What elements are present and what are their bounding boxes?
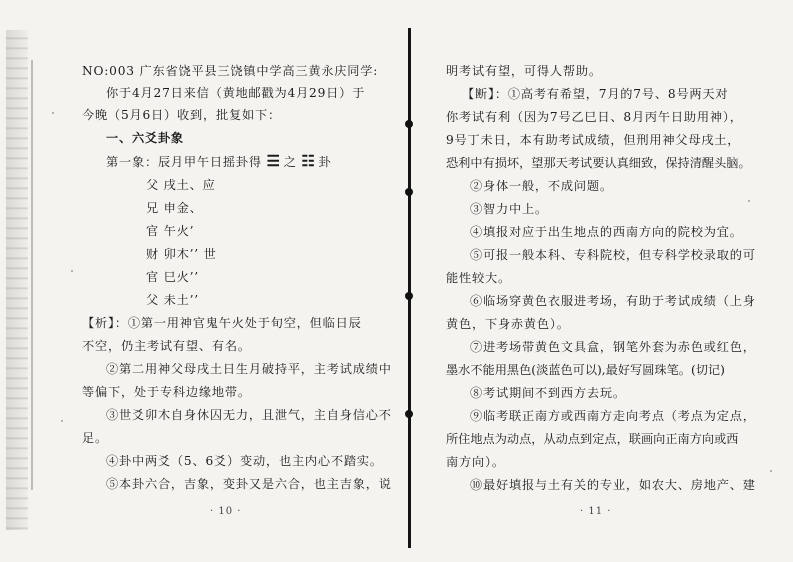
text-line: 9号丁未日，本有助考试成绩，但刑用神父母戌土， xyxy=(446,133,741,147)
text-line: ③世爻卯木自身休囚无力，且泄气，主自身信心不 xyxy=(106,408,392,422)
text-line: 能性较大。 xyxy=(446,271,511,285)
text-line: ②第二用神父母戌土日生月破持平，主考试成绩中 xyxy=(106,362,392,376)
text-line: 【断】：①高考有希望，7月的7号、8号两天对 xyxy=(462,87,729,101)
text-line: ⑥临场穿黄色衣服进考场，有助于考试成绩（上身 xyxy=(470,294,756,308)
text-line: ⑤可报一般本科、专科院校，但专科学校录取的可 xyxy=(470,248,756,262)
page-number: · 10 · xyxy=(210,506,242,517)
hexagram-suffix: 卦 xyxy=(318,155,332,169)
hexagram-trigram-icon: ☰ xyxy=(266,152,279,170)
text-line: 今晚（5月6日）收到，批复如下： xyxy=(82,108,281,122)
text-line: 墨水不能用黑色(淡蓝色可以),最好写圆珠笔。(切记) xyxy=(446,363,725,377)
scan-speck xyxy=(61,420,63,422)
text-line: 黄色，下身赤黄色）。 xyxy=(446,317,570,331)
yao-line: 兄 申金、 xyxy=(146,201,203,215)
text-line: 【析】：①第一用神官鬼午火处于旬空，但临日辰 xyxy=(82,316,362,330)
text-line: 明考试有望，可得人帮助。 xyxy=(446,64,602,78)
text-line: 南方向）。 xyxy=(446,455,505,469)
text-line: 恐利中有损坏，望那天考试要认真细致，保持清醒头脑。 xyxy=(446,156,751,170)
text-line: 你于4月27日来信（黄地邮戳为4月29日）于 xyxy=(106,86,366,100)
section-heading: 一、六爻卦象 xyxy=(106,131,184,145)
text-line: ③智力中上。 xyxy=(470,202,548,216)
text-line: 足。 xyxy=(82,431,108,445)
text-line: ④填报对应于出生地点的西南方向的院校为宜。 xyxy=(470,225,743,239)
text-line: ②身体一般，不成问题。 xyxy=(470,179,613,193)
yao-line: 父 未土’’ xyxy=(146,293,199,307)
yao-line: 官 午火’ xyxy=(146,224,195,238)
text-line: ⑤本卦六合，吉象，变卦又是六合，也主吉象，说 xyxy=(106,477,392,491)
text-line: ④卦中两爻（5、6爻）变动，也主内心不踏实。 xyxy=(106,454,383,468)
right-page xyxy=(412,0,793,562)
text-line: ⑦进考场带黄色文具盒，钢笔外套为赤色或红色， xyxy=(470,340,756,354)
yao-line: 官 巳火’’ xyxy=(146,270,199,284)
center-binding-line xyxy=(408,28,411,548)
hexagram-trigram-icon: ☷ xyxy=(301,152,314,170)
text-line: ⑧考试期间不到西方去玩。 xyxy=(470,386,626,400)
yao-line: 父 戌土、应 xyxy=(146,178,216,192)
scan-speck xyxy=(770,470,772,472)
hexagram-connector: 之 xyxy=(283,155,297,169)
text-line: 你考试有利（因为7号乙巳日、8月丙午日助用神）， xyxy=(446,110,743,124)
text-line: ⑩最好填报与土有关的专业，如农大、房地产、建 xyxy=(470,478,756,492)
hexagram-line xyxy=(106,154,332,169)
text-line: 等偏下，处于专科边缘地带。 xyxy=(82,385,251,399)
scan-speck xyxy=(71,270,73,272)
text-line: 所住地点为动点，从动点到定点，联画向正南方向或西 xyxy=(446,432,739,446)
letter-header: NO:003 广东省饶平县三饶镇中学高三黄永庆同学: xyxy=(82,64,379,78)
page-number: · 11 · xyxy=(580,506,612,517)
scan-speck xyxy=(748,200,750,202)
scan-speck xyxy=(52,112,54,114)
yao-line: 财 卯木’’ 世 xyxy=(146,247,217,261)
text-line: 不空，仍主考试有望、有名。 xyxy=(82,339,251,353)
hexagram-caption: 第一象：辰月甲午日摇卦得 xyxy=(106,155,262,169)
text-line: ⑨临考联正南方或西南方走向考点（考点为定点， xyxy=(470,409,756,423)
